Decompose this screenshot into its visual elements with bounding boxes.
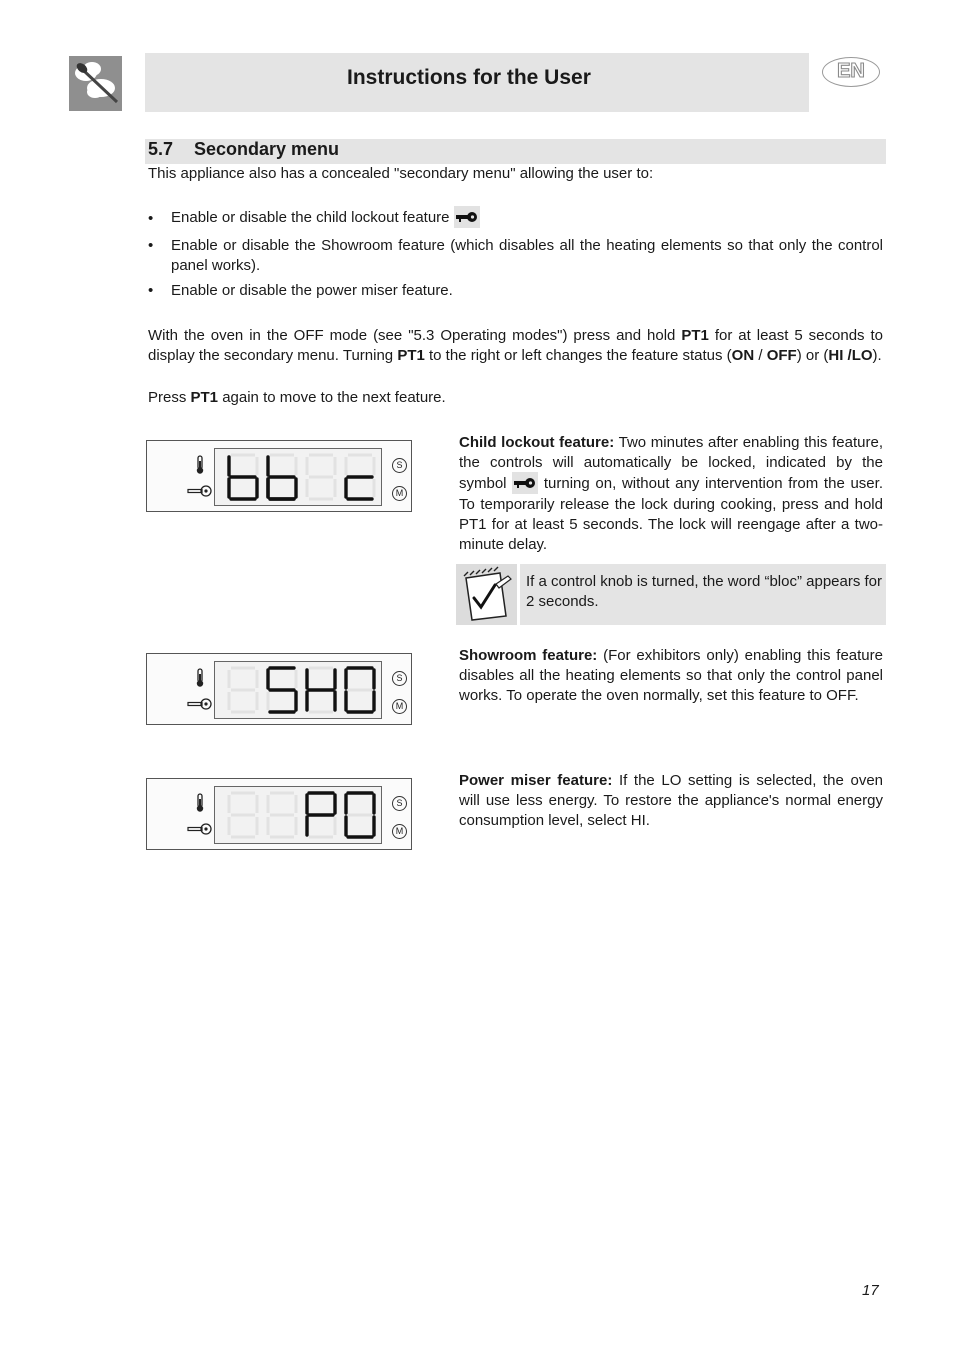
page-header-title: Instructions for the User <box>347 66 591 89</box>
instructions-next-feature: Press PT1 again to move to the next feature. <box>148 389 446 406</box>
thermometer-icon <box>193 455 207 480</box>
bullet-text: Enable or disable the child lockout feature <box>171 208 450 226</box>
note-pencil-icon <box>456 564 520 625</box>
bullet-item-power-miser: Enable or disable the power miser feature. <box>171 282 453 299</box>
child-lockout-description: Child lockout feature: Two minutes after enabling this feature, the controls will automatically be locked, indicated by the symbol turning on, without any intervention from the user. To temporarily release the lock during cooking, press and hold PT1 for at least 5 seconds. The lock will reengage after a two-minute delay. <box>459 434 883 553</box>
bullet-item-showroom: Enable or disable the Showroom feature (which disables all the heating elements so that only the control panel works). <box>171 237 883 274</box>
key-icon <box>187 484 213 503</box>
showroom-description: Showroom feature: (For exhibitors only) enabling this feature disables all the heating elements so that only the control panel works. To operate the oven normally, set this feature to OFF. <box>459 647 883 704</box>
instructions-paragraph: With the oven in the OFF mode (see "5.3 Operating modes") press and hold PT1 for at least 5 seconds to display the secondary menu. Turning PT1 to the right or left changes the feature status (ON / OFF) or (HI /LO). <box>148 327 883 364</box>
section-number: 5.7 <box>148 139 174 159</box>
seven-segment-display <box>214 786 382 844</box>
thermometer-icon <box>193 668 207 693</box>
section-intro: This appliance also has a concealed "secondary menu" allowing the user to: <box>148 165 654 182</box>
m-button-indicator: M <box>392 699 407 714</box>
language-badge: EN <box>822 57 880 87</box>
s-button-indicator: S <box>392 796 407 811</box>
brand-logo-icon <box>69 56 122 111</box>
key-icon <box>187 822 213 841</box>
bullet-marker: • <box>148 282 154 299</box>
thermometer-icon <box>193 793 207 818</box>
key-icon <box>454 206 480 228</box>
bullet-marker: • <box>148 210 154 227</box>
section-title: Secondary menu <box>194 139 340 159</box>
seven-segment-display <box>214 661 382 719</box>
page-number: 17 <box>862 1282 879 1299</box>
m-button-indicator: M <box>392 486 407 501</box>
bullet-item-child-lock <box>171 207 883 229</box>
s-button-indicator: S <box>392 671 407 686</box>
key-icon <box>187 697 213 716</box>
bullet-marker: • <box>148 237 154 254</box>
power-miser-description: Power miser feature: If the LO setting is selected, the oven will use less energy. To restore the appliance's normal energy consumption level, select HI. <box>459 772 884 829</box>
s-button-indicator: S <box>392 458 407 473</box>
key-icon <box>512 472 538 494</box>
note-text: If a control knob is turned, the word “bloc” appears for 2 seconds. <box>526 573 883 610</box>
m-button-indicator: M <box>392 824 407 839</box>
seven-segment-display <box>214 448 382 506</box>
